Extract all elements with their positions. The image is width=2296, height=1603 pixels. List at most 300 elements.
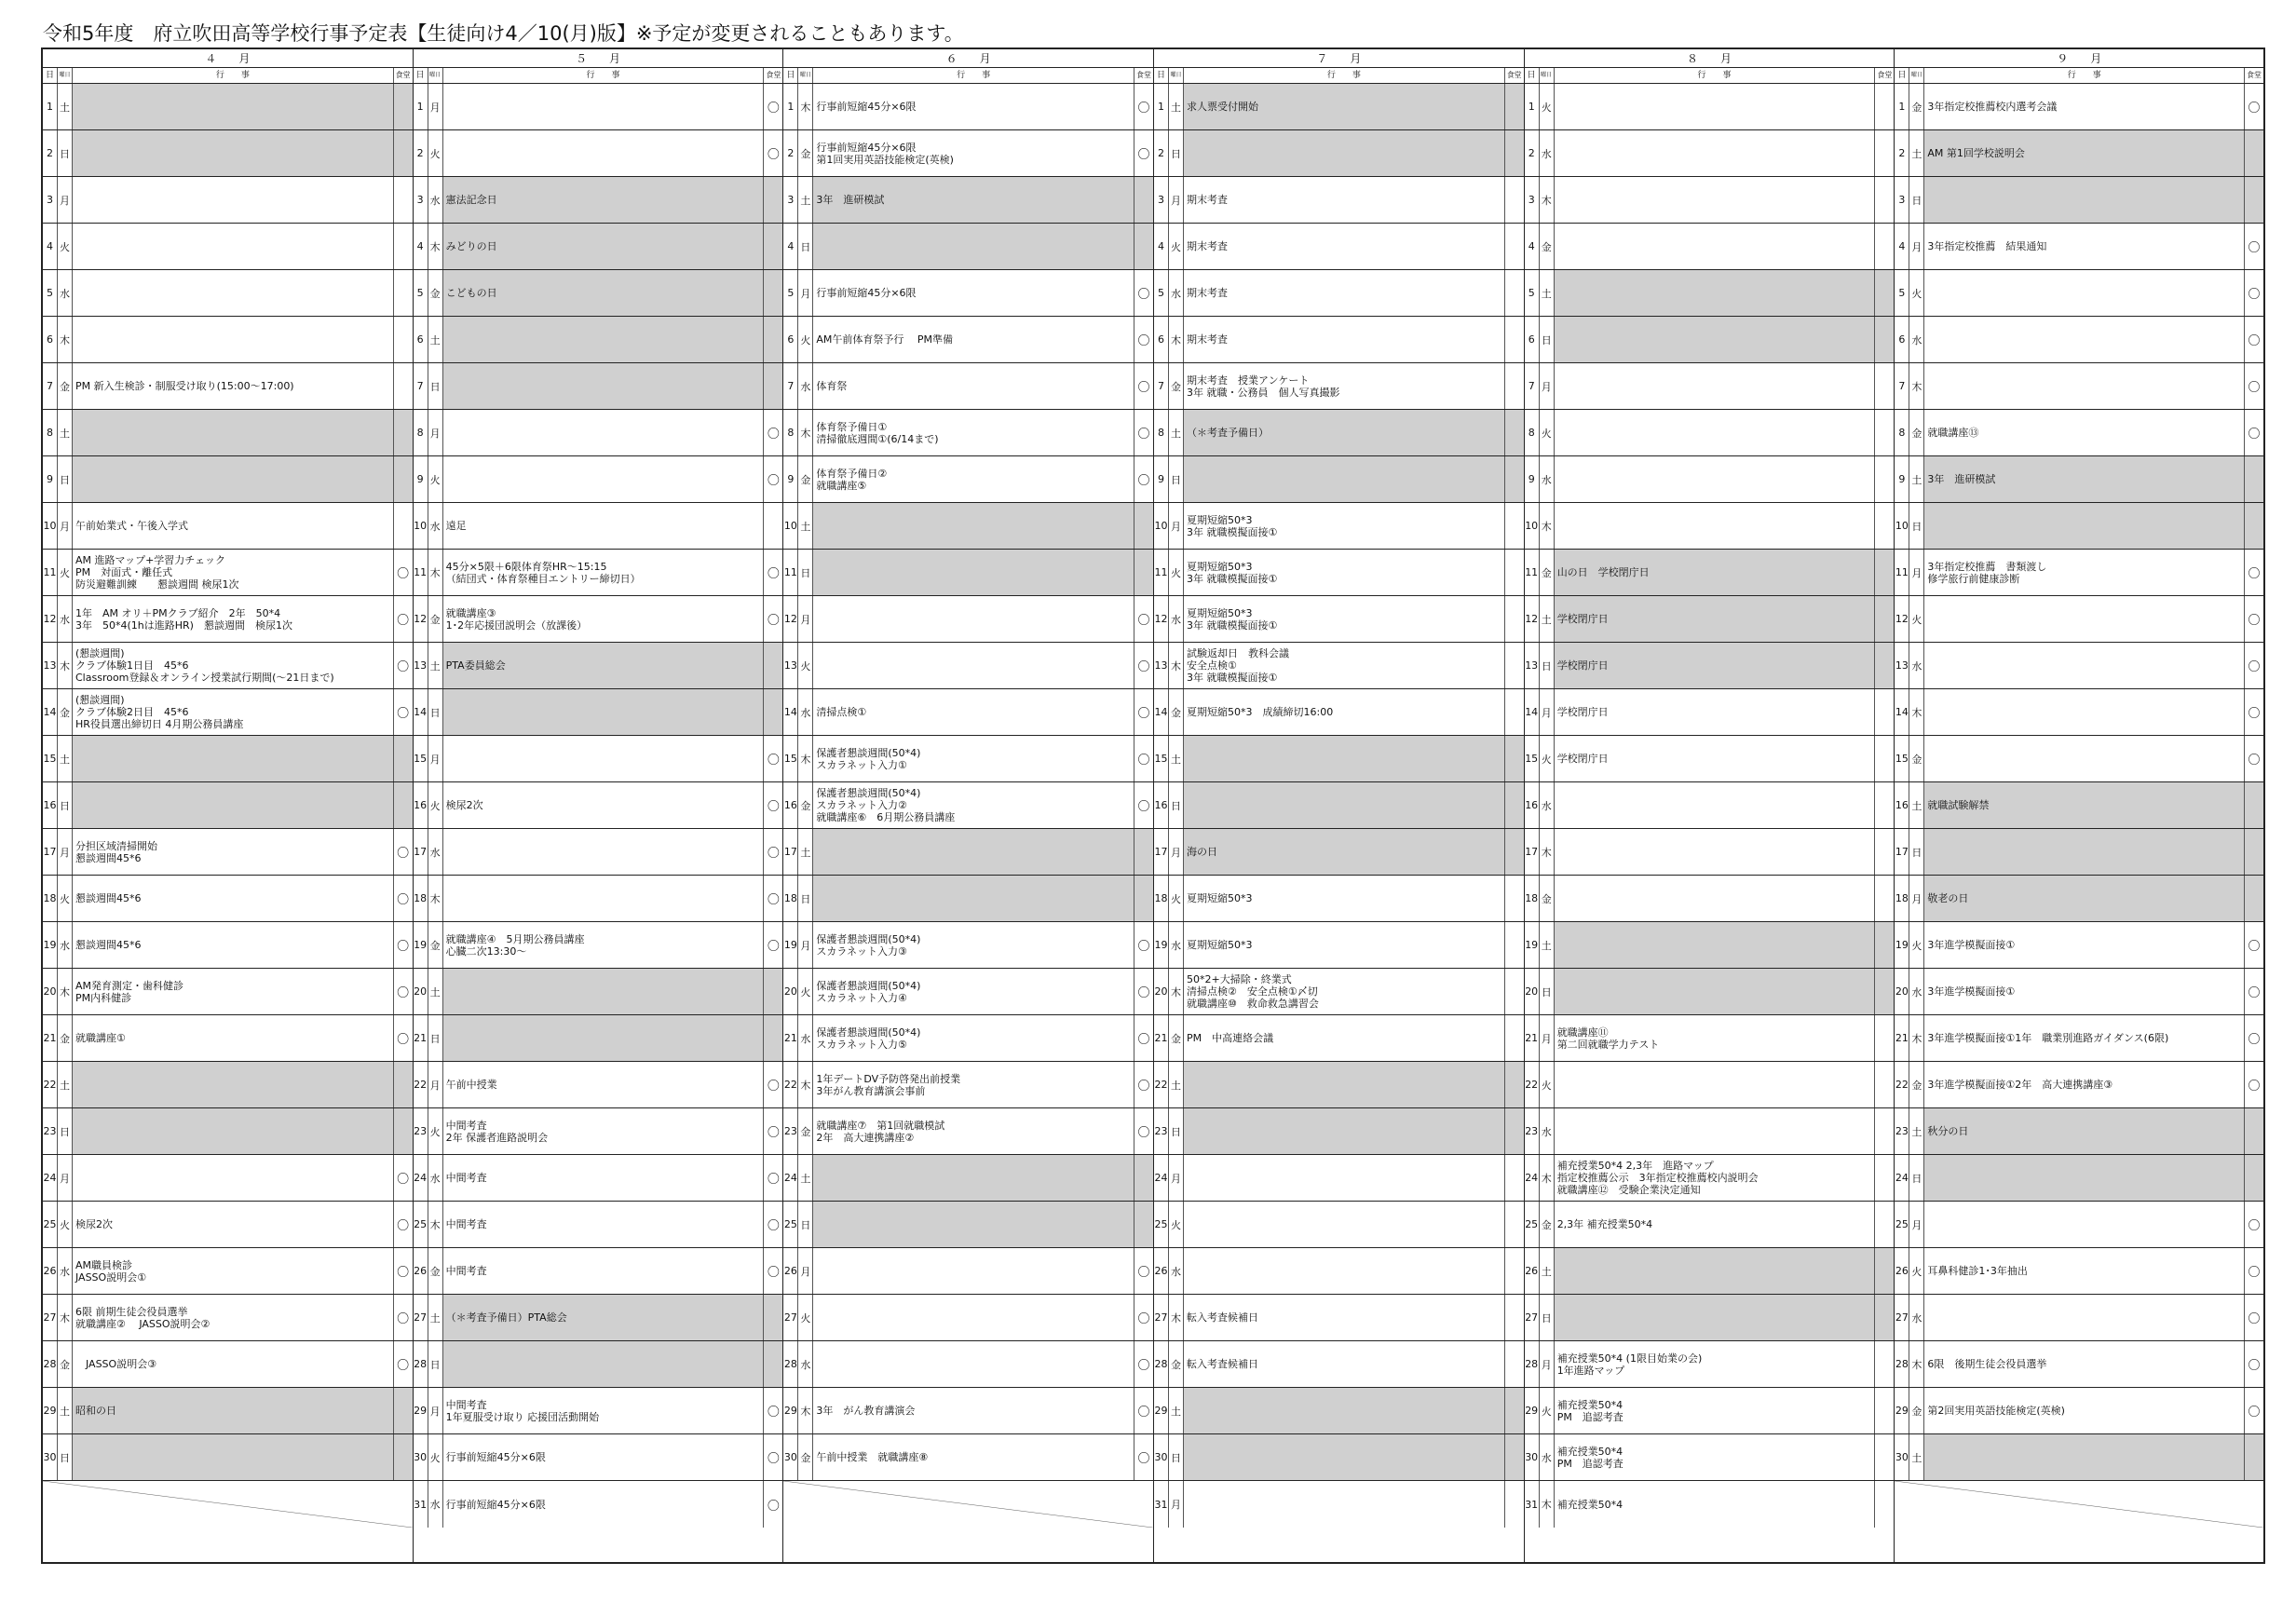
event-text <box>1555 876 1876 921</box>
day-of-week: 月 <box>1909 550 1924 595</box>
day-number: 16 <box>43 782 58 828</box>
event-text: （＊考査予備日） <box>1184 410 1505 455</box>
day-row <box>1895 1202 2263 1248</box>
day-row <box>1525 829 1895 876</box>
event-text <box>1924 363 2245 409</box>
event-text <box>73 456 394 502</box>
event-text: 行事前短縮45分×6限 <box>813 84 1134 129</box>
day-row <box>1154 456 1524 503</box>
day-number: 21 <box>414 1015 428 1061</box>
day-number: 12 <box>1895 596 1909 642</box>
day-row <box>1525 643 1895 689</box>
day-row <box>1154 1295 1524 1341</box>
cafeteria-mark <box>1875 270 1894 316</box>
day-number: 2 <box>414 130 428 176</box>
day-of-week: 木 <box>1540 829 1555 875</box>
header-dow: 曜日 <box>1909 68 1924 83</box>
day-number: 16 <box>1525 782 1540 828</box>
header-dow: 曜日 <box>428 68 443 83</box>
day-number: 23 <box>43 1108 58 1154</box>
day-of-week: 水 <box>428 177 443 223</box>
header-dow: 曜日 <box>1540 68 1555 83</box>
cafeteria-mark <box>2245 876 2263 921</box>
day-number: 7 <box>1895 363 1909 409</box>
day-row <box>1154 224 1524 270</box>
day-number: 3 <box>783 177 798 223</box>
day-number: 27 <box>43 1295 58 1340</box>
day-number: 20 <box>1525 969 1540 1014</box>
day-of-week: 日 <box>798 876 813 921</box>
day-of-week: 水 <box>58 270 73 316</box>
day-row <box>414 736 783 782</box>
day-number: 9 <box>783 456 798 502</box>
header-cafeteria: 食堂 <box>2247 71 2262 79</box>
day-number: 25 <box>414 1202 428 1247</box>
day-number: 14 <box>414 689 428 735</box>
day-row <box>783 1434 1153 1481</box>
event-text: 補充授業50*4 PM 追認考査 <box>1555 1434 1876 1480</box>
event-text: 3年 進研模試 <box>813 177 1134 223</box>
day-of-week: 日 <box>1169 1434 1184 1480</box>
day-row <box>1154 1155 1524 1202</box>
day-row <box>1895 456 2263 503</box>
event-text: 補充授業50*4 (1限目始業の会) 1年進路マップ <box>1555 1341 1876 1387</box>
day-number: 12 <box>414 596 428 642</box>
day-number: 21 <box>1525 1015 1540 1061</box>
cafeteria-mark <box>1875 130 1894 176</box>
day-of-week: 金 <box>1169 1341 1184 1387</box>
event-text: 学校閉庁日 <box>1555 643 1876 688</box>
day-of-week: 月 <box>1169 829 1184 875</box>
cafeteria-mark: 〇 <box>1137 1266 1150 1280</box>
day-number: 5 <box>1154 270 1169 316</box>
day-of-week: 火 <box>58 1202 73 1247</box>
event-text: 期末考査 <box>1184 270 1505 316</box>
day-number: 30 <box>414 1434 428 1480</box>
day-row <box>43 876 413 922</box>
day-number: 12 <box>43 596 58 642</box>
day-number: 8 <box>783 410 798 455</box>
day-number: 22 <box>1154 1062 1169 1107</box>
day-number: 9 <box>1525 456 1540 502</box>
event-text: 秋分の日 <box>1924 1108 2245 1154</box>
day-row <box>1895 317 2263 363</box>
column-header-row <box>1895 68 2263 84</box>
day-of-week: 木 <box>1909 1015 1924 1061</box>
day-row <box>1154 829 1524 876</box>
event-text: 昭和の日 <box>73 1388 394 1433</box>
cafeteria-mark <box>764 969 782 1014</box>
cafeteria-mark <box>1505 1295 1524 1340</box>
day-row <box>783 317 1153 363</box>
day-number: 30 <box>1895 1434 1909 1480</box>
event-text <box>1924 1202 2245 1247</box>
day-of-week: 日 <box>58 456 73 502</box>
column-header-row <box>414 68 783 84</box>
day-of-week: 水 <box>1169 922 1184 968</box>
event-text: 就職講座⑦ 第1回就職模試 2年 高大連携講座② <box>813 1108 1134 1154</box>
event-text: 行事前短縮45分×6限 <box>813 270 1134 316</box>
day-of-week: 土 <box>1909 1434 1924 1480</box>
day-number: 10 <box>43 503 58 549</box>
day-of-week: 火 <box>1909 922 1924 968</box>
day-number: 13 <box>43 643 58 688</box>
day-number: 23 <box>414 1108 428 1154</box>
day-number: 14 <box>783 689 798 735</box>
day-of-week: 土 <box>1909 456 1924 502</box>
header-events: 行 事 <box>1184 68 1505 83</box>
header-day: 日 <box>1154 68 1169 83</box>
event-text: 夏期短縮50*3 成績締切16:00 <box>1184 689 1505 735</box>
day-number: 3 <box>414 177 428 223</box>
event-text: 検尿2次 <box>443 782 765 828</box>
day-number: 27 <box>414 1295 428 1340</box>
cafeteria-mark <box>1134 1202 1153 1247</box>
cafeteria-mark: 〇 <box>1137 474 1150 488</box>
event-text: 検尿2次 <box>73 1202 394 1247</box>
header-day: 日 <box>1895 68 1909 83</box>
day-number: 6 <box>1895 317 1909 362</box>
header-cafeteria: 食堂 <box>395 71 411 79</box>
day-row <box>1525 736 1895 782</box>
day-number: 17 <box>414 829 428 875</box>
day-number: 1 <box>783 84 798 129</box>
day-row <box>414 829 783 876</box>
cafeteria-mark: 〇 <box>397 847 410 861</box>
cafeteria-mark: 〇 <box>397 1359 410 1373</box>
day-of-week: 金 <box>1540 1202 1555 1247</box>
day-of-week: 木 <box>1540 1481 1555 1528</box>
day-number: 11 <box>1154 550 1169 595</box>
event-text <box>1184 1202 1505 1247</box>
day-row <box>783 1202 1153 1248</box>
day-number: 22 <box>414 1062 428 1107</box>
month-rows <box>783 84 1153 1562</box>
day-number: 10 <box>1525 503 1540 549</box>
cafeteria-mark <box>764 1295 782 1340</box>
day-of-week: 火 <box>428 782 443 828</box>
cafeteria-mark <box>1875 689 1894 735</box>
day-row <box>43 224 413 270</box>
day-number: 8 <box>414 410 428 455</box>
day-of-week: 木 <box>798 1062 813 1107</box>
day-number: 10 <box>1154 503 1169 549</box>
day-number: 1 <box>1154 84 1169 129</box>
day-row <box>414 456 783 503</box>
event-text <box>813 1341 1134 1387</box>
cafeteria-mark: 〇 <box>2248 102 2261 115</box>
day-row <box>1154 1341 1524 1388</box>
day-of-week: 木 <box>1909 1341 1924 1387</box>
event-text <box>1555 84 1876 129</box>
cafeteria-mark <box>1505 1015 1524 1061</box>
cafeteria-mark <box>394 503 413 549</box>
month-column <box>1895 49 2263 1562</box>
day-row <box>1525 270 1895 317</box>
day-row <box>1895 130 2263 177</box>
cafeteria-mark: 〇 <box>2248 940 2261 954</box>
day-row <box>1525 969 1895 1015</box>
cafeteria-mark: 〇 <box>1137 1126 1150 1140</box>
day-number: 13 <box>1154 643 1169 688</box>
cafeteria-mark: 〇 <box>1137 148 1150 162</box>
event-text: 午前中授業 <box>443 1062 765 1107</box>
event-text <box>73 1155 394 1201</box>
day-of-week: 火 <box>1540 1388 1555 1433</box>
day-row <box>43 969 413 1015</box>
event-text: 中間考査 <box>443 1155 765 1201</box>
day-row <box>783 363 1153 410</box>
event-text: 中間考査 1年夏服受け取り 応援団活動開始 <box>443 1388 765 1433</box>
day-of-week: 月 <box>1909 876 1924 921</box>
cafeteria-mark <box>1875 1108 1894 1154</box>
day-of-week: 木 <box>798 1388 813 1433</box>
day-row <box>1525 876 1895 922</box>
cafeteria-mark <box>1505 363 1524 409</box>
day-of-week: 日 <box>1909 177 1924 223</box>
cafeteria-mark <box>1875 410 1894 455</box>
day-of-week: 金 <box>1169 689 1184 735</box>
event-text <box>813 829 1134 875</box>
cafeteria-mark: 〇 <box>1137 940 1150 954</box>
cafeteria-mark: 〇 <box>397 986 410 1000</box>
day-of-week: 木 <box>428 550 443 595</box>
event-text: 1年デートDV予防啓発出前授業 3年がん教育講演会事前 <box>813 1062 1134 1107</box>
event-text: 分担区域清掃開始 懇談週間45*6 <box>73 829 394 875</box>
day-number: 26 <box>1154 1248 1169 1294</box>
event-text: 中間考査 2年 保護者進路説明会 <box>443 1108 765 1154</box>
day-of-week: 木 <box>1169 643 1184 688</box>
cafeteria-mark: 〇 <box>2248 1219 2261 1233</box>
day-of-week: 月 <box>58 1155 73 1201</box>
cafeteria-mark <box>2245 130 2263 176</box>
day-row <box>1154 410 1524 456</box>
cafeteria-mark <box>1505 1248 1524 1294</box>
cafeteria-mark <box>1134 550 1153 595</box>
day-row <box>1525 1202 1895 1248</box>
day-of-week: 木 <box>1909 363 1924 409</box>
event-text: 憲法記念日 <box>443 177 765 223</box>
cafeteria-mark <box>1875 84 1894 129</box>
cafeteria-mark: 〇 <box>397 660 410 674</box>
day-row <box>1525 177 1895 224</box>
event-text: 中間考査 <box>443 1248 765 1294</box>
day-number: 3 <box>43 177 58 223</box>
day-of-week: 金 <box>58 689 73 735</box>
event-text: 3年進学模擬面接① <box>1924 969 2245 1014</box>
cafeteria-mark: 〇 <box>397 1266 410 1280</box>
column-header-row <box>1525 68 1895 84</box>
day-number: 1 <box>414 84 428 129</box>
day-row <box>1154 922 1524 969</box>
day-row <box>1525 363 1895 410</box>
event-text: 夏期短縮50*3 3年 就職模擬面接① <box>1184 503 1505 549</box>
day-number: 15 <box>783 736 798 781</box>
month-label: ４ 月 <box>43 49 413 68</box>
day-row <box>1154 1108 1524 1155</box>
day-of-week: 木 <box>1169 969 1184 1014</box>
event-text <box>443 876 765 921</box>
day-row <box>1525 130 1895 177</box>
event-text: AM職員検診 JASSO説明会① <box>73 1248 394 1294</box>
day-row <box>1525 1062 1895 1108</box>
event-text <box>813 224 1134 269</box>
event-text <box>1555 130 1876 176</box>
day-row <box>414 1108 783 1155</box>
day-row <box>1895 1062 2263 1108</box>
day-number: 24 <box>43 1155 58 1201</box>
day-row <box>1895 1248 2263 1295</box>
day-row <box>1895 1155 2263 1202</box>
event-text <box>443 969 765 1014</box>
day-number: 25 <box>43 1202 58 1247</box>
day-number: 16 <box>1895 782 1909 828</box>
cafeteria-mark <box>1505 1155 1524 1201</box>
day-of-week: 日 <box>428 363 443 409</box>
day-of-week: 木 <box>1169 317 1184 362</box>
day-of-week: 土 <box>1169 410 1184 455</box>
day-row <box>414 1434 783 1481</box>
day-of-week: 金 <box>798 782 813 828</box>
day-of-week: 金 <box>1169 363 1184 409</box>
event-text: 3年進学模擬面接①2年 高大連携講座③ <box>1924 1062 2245 1107</box>
day-of-week: 土 <box>1169 84 1184 129</box>
header-cafeteria: 食堂 <box>1136 71 1152 79</box>
cafeteria-mark: 〇 <box>1137 707 1150 721</box>
cafeteria-mark: 〇 <box>1137 1080 1150 1094</box>
day-row <box>1154 596 1524 643</box>
event-text: 耳鼻科健診1･3年抽出 <box>1924 1248 2245 1294</box>
event-text <box>443 456 765 502</box>
header-cafeteria: 食堂 <box>1877 71 1893 79</box>
day-of-week: 土 <box>1909 782 1924 828</box>
event-text: 夏期短縮50*3 3年 就職模擬面接① <box>1184 596 1505 642</box>
event-text <box>1924 643 2245 688</box>
day-row <box>783 922 1153 969</box>
day-row <box>783 596 1153 643</box>
cafeteria-mark: 〇 <box>2248 1406 2261 1420</box>
cafeteria-mark: 〇 <box>2248 288 2261 302</box>
header-day: 日 <box>783 68 798 83</box>
day-number: 17 <box>1154 829 1169 875</box>
day-of-week: 木 <box>1169 1295 1184 1340</box>
day-of-week: 水 <box>1169 1248 1184 1294</box>
day-number: 2 <box>1525 130 1540 176</box>
cafeteria-mark <box>1875 1015 1894 1061</box>
cafeteria-mark: 〇 <box>397 893 410 907</box>
cafeteria-mark <box>1875 1295 1894 1340</box>
day-of-week: 水 <box>1169 596 1184 642</box>
event-text: 3年指定校推薦校内選考会議 <box>1924 84 2245 129</box>
day-row <box>1895 270 2263 317</box>
day-number: 9 <box>1895 456 1909 502</box>
day-row <box>783 550 1153 596</box>
day-number: 21 <box>783 1015 798 1061</box>
event-text: 午前中授業 就職講座⑧ <box>813 1434 1134 1480</box>
event-text: 2,3年 補充授業50*4 <box>1555 1202 1876 1247</box>
event-text: 体育祭予備日① 清掃徹底週間①(6/14まで) <box>813 410 1134 455</box>
day-number: 5 <box>1525 270 1540 316</box>
day-of-week: 水 <box>1909 643 1924 688</box>
cafeteria-mark <box>764 1015 782 1061</box>
day-number: 9 <box>43 456 58 502</box>
day-of-week: 月 <box>798 1248 813 1294</box>
day-row <box>783 224 1153 270</box>
day-row <box>43 829 413 876</box>
day-row <box>783 1481 1153 1528</box>
day-row <box>1525 1434 1895 1481</box>
day-of-week: 金 <box>798 456 813 502</box>
event-text <box>443 130 765 176</box>
event-text: 第2回実用英語技能検定(英検) <box>1924 1388 2245 1433</box>
event-text: 体育祭 <box>813 363 1134 409</box>
event-text <box>1555 1108 1876 1154</box>
cafeteria-mark: 〇 <box>397 707 410 721</box>
cafeteria-mark: 〇 <box>1137 102 1150 115</box>
day-of-week: 金 <box>1909 736 1924 781</box>
day-of-week: 金 <box>1909 1062 1924 1107</box>
header-day: 日 <box>414 68 428 83</box>
day-row <box>414 969 783 1015</box>
cafeteria-mark <box>394 270 413 316</box>
event-text: 夏期短縮50*3 <box>1184 876 1505 921</box>
event-text <box>1184 1155 1505 1201</box>
day-of-week: 土 <box>1540 1248 1555 1294</box>
event-text: 期末考査 <box>1184 224 1505 269</box>
day-number: 30 <box>1154 1434 1169 1480</box>
day-row <box>414 410 783 456</box>
cafeteria-mark: 〇 <box>1137 428 1150 442</box>
day-number: 16 <box>1154 782 1169 828</box>
event-text <box>1924 596 2245 642</box>
cafeteria-mark <box>1875 643 1894 688</box>
day-row <box>414 317 783 363</box>
cafeteria-mark <box>1505 503 1524 549</box>
cafeteria-mark <box>1505 177 1524 223</box>
day-row <box>43 1341 413 1388</box>
day-number: 20 <box>1154 969 1169 1014</box>
cafeteria-mark <box>1875 1248 1894 1294</box>
day-number: 26 <box>43 1248 58 1294</box>
event-text <box>1184 1062 1505 1107</box>
cafeteria-mark <box>1505 1202 1524 1247</box>
header-events: 行 事 <box>443 68 765 83</box>
day-number: 28 <box>1154 1341 1169 1387</box>
day-row <box>1895 689 2263 736</box>
day-of-week: 月 <box>58 177 73 223</box>
day-number: 2 <box>1895 130 1909 176</box>
day-of-week: 月 <box>428 84 443 129</box>
day-number: 28 <box>414 1341 428 1387</box>
day-row <box>43 130 413 177</box>
day-number: 17 <box>783 829 798 875</box>
day-of-week: 火 <box>798 643 813 688</box>
day-of-week: 水 <box>1540 456 1555 502</box>
event-text <box>813 503 1134 549</box>
day-number: 19 <box>43 922 58 968</box>
day-row <box>43 363 413 410</box>
day-of-week: 木 <box>428 1202 443 1247</box>
day-of-week: 金 <box>58 1341 73 1387</box>
day-row <box>1154 130 1524 177</box>
cafeteria-mark <box>394 130 413 176</box>
day-row <box>783 1015 1153 1062</box>
day-number: 31 <box>414 1481 428 1528</box>
header-day: 日 <box>1525 68 1540 83</box>
cafeteria-mark: 〇 <box>767 800 780 814</box>
day-row <box>414 84 783 130</box>
day-of-week: 金 <box>58 1015 73 1061</box>
